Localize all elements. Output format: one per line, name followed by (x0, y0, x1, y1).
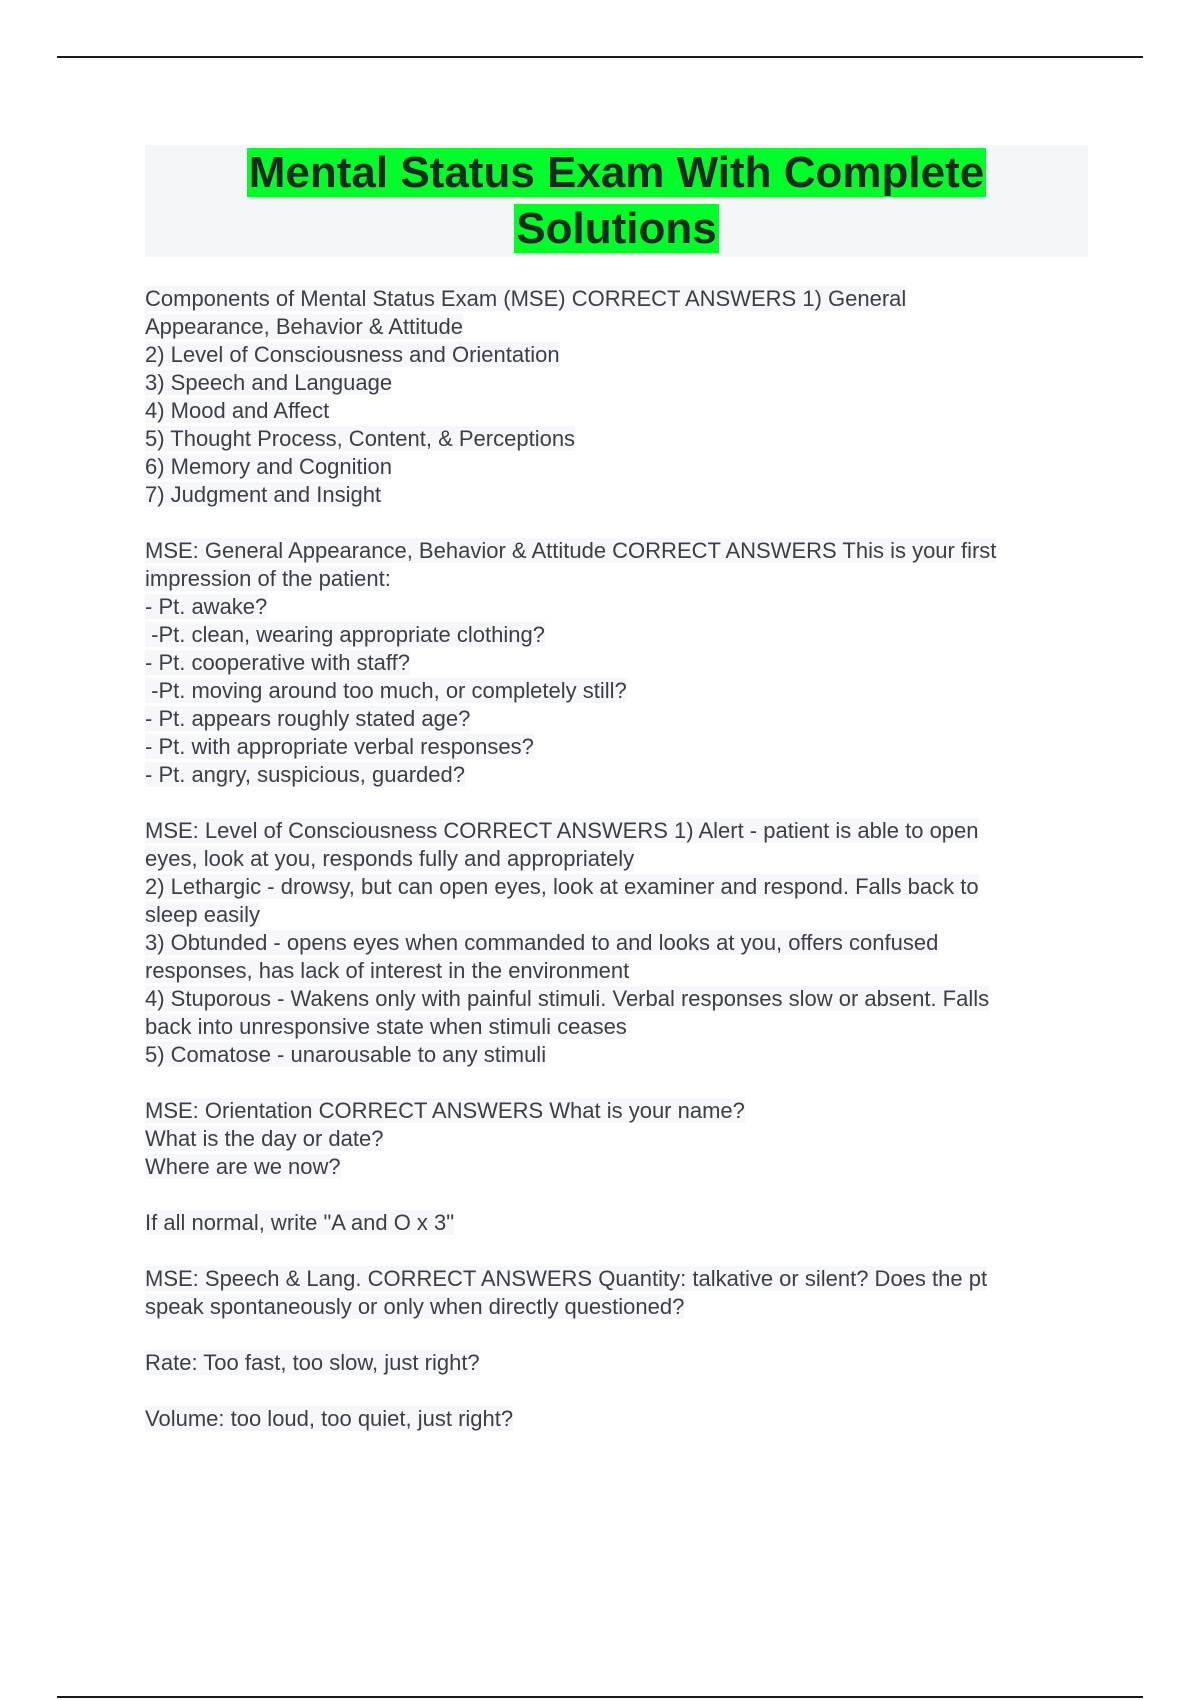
text-line-content: 7) Judgment and Insight (145, 482, 382, 507)
top-rule (57, 56, 1143, 58)
text-line (145, 1153, 1088, 1181)
document-page (145, 145, 1088, 1461)
text-line (145, 425, 1088, 453)
text-line-content: If all normal, write "A and O x 3" (145, 1210, 455, 1235)
text-line (145, 733, 1088, 761)
text-line (145, 1293, 1088, 1321)
text-line (145, 593, 1088, 621)
text-line (145, 817, 1088, 845)
text-line-content: 2) Level of Consciousness and Orientation (145, 342, 560, 367)
text-line-content: 2) Lethargic - drowsy, but can open eyes, look at examiner and respond. Falls back to (145, 874, 979, 899)
document-title (247, 145, 987, 257)
text-line-content: -Pt. clean, wearing appropriate clothing? (145, 622, 545, 647)
bottom-rule (57, 1696, 1143, 1698)
text-line (145, 537, 1088, 565)
text-line (145, 313, 1088, 341)
text-line (145, 1405, 1088, 1433)
text-line-content: back into unresponsive state when stimuli ceases (145, 1014, 627, 1039)
text-line-content: responses, has lack of interest in the environment (145, 958, 630, 983)
text-line-content: sleep easily (145, 902, 260, 927)
text-line-content: - Pt. angry, suspicious, guarded? (145, 762, 465, 787)
text-line (145, 873, 1088, 901)
title-line-1: Mental Status Exam With Complete (248, 148, 985, 197)
paragraph (145, 1097, 1088, 1181)
text-line (145, 1349, 1088, 1377)
text-line-content: Appearance, Behavior & Attitude (145, 314, 463, 339)
text-line (145, 957, 1088, 985)
text-line (145, 761, 1088, 789)
text-line (145, 1265, 1088, 1293)
text-line (145, 1013, 1088, 1041)
text-line (145, 341, 1088, 369)
text-line-content: 5) Thought Process, Content, & Perceptions (145, 426, 576, 451)
text-line-content: Where are we now? (145, 1154, 341, 1179)
text-line (145, 1209, 1088, 1237)
text-line (145, 285, 1088, 313)
text-line (145, 985, 1088, 1013)
text-line (145, 453, 1088, 481)
text-line-content: MSE: Level of Consciousness CORRECT ANSWERS 1) Alert - patient is able to open (145, 818, 979, 843)
text-line (145, 481, 1088, 509)
paragraph (145, 1405, 1088, 1433)
text-line-content: 5) Comatose - unarousable to any stimuli (145, 1042, 547, 1067)
text-line (145, 929, 1088, 957)
text-line-content: -Pt. moving around too much, or completely still? (145, 678, 627, 703)
paragraph (145, 1349, 1088, 1377)
paragraph (145, 285, 1088, 509)
text-line-content: 4) Stuporous - Wakens only with painful stimuli. Verbal responses slow or absent. Falls (145, 986, 990, 1011)
text-line-content: MSE: Speech & Lang. CORRECT ANSWERS Quantity: talkative or silent? Does the pt (145, 1266, 988, 1291)
text-line-content: speak spontaneously or only when directly questioned? (145, 1294, 685, 1319)
text-line (145, 565, 1088, 593)
text-line-content: Components of Mental Status Exam (MSE) CORRECT ANSWERS 1) General (145, 286, 907, 311)
text-line-content: impression of the patient: (145, 566, 391, 591)
text-line (145, 677, 1088, 705)
text-line-content: - Pt. appears roughly stated age? (145, 706, 471, 731)
text-line-content: - Pt. cooperative with staff? (145, 650, 410, 675)
text-line (145, 845, 1088, 873)
text-line-content: 3) Speech and Language (145, 370, 393, 395)
text-line-content: MSE: Orientation CORRECT ANSWERS What is your name? (145, 1098, 745, 1123)
title-band (145, 145, 1088, 257)
paragraph (145, 1265, 1088, 1321)
text-line (145, 397, 1088, 425)
text-line (145, 901, 1088, 929)
paragraph (145, 817, 1088, 1069)
text-line (145, 1041, 1088, 1069)
text-line (145, 1097, 1088, 1125)
text-line-content: MSE: General Appearance, Behavior & Attitude CORRECT ANSWERS This is your first (145, 538, 997, 563)
text-line (145, 1125, 1088, 1153)
text-line-content: eyes, look at you, responds fully and appropriately (145, 846, 635, 871)
text-line-content: 4) Mood and Affect (145, 398, 330, 423)
text-line-content: - Pt. with appropriate verbal responses? (145, 734, 534, 759)
title-line-2: Solutions (516, 204, 717, 253)
text-line-content: What is the day or date? (145, 1126, 384, 1151)
text-line-content: Volume: too loud, too quiet, just right? (145, 1406, 514, 1431)
text-line (145, 705, 1088, 733)
paragraph (145, 1209, 1088, 1237)
text-line-content: Rate: Too fast, too slow, just right? (145, 1350, 480, 1375)
text-line (145, 369, 1088, 397)
text-line (145, 649, 1088, 677)
paragraph (145, 537, 1088, 789)
text-line-content: - Pt. awake? (145, 594, 268, 619)
text-line-content: 3) Obtunded - opens eyes when commanded to and looks at you, offers confused (145, 930, 939, 955)
text-line (145, 621, 1088, 649)
document-body (145, 285, 1088, 1433)
text-line-content: 6) Memory and Cognition (145, 454, 393, 479)
